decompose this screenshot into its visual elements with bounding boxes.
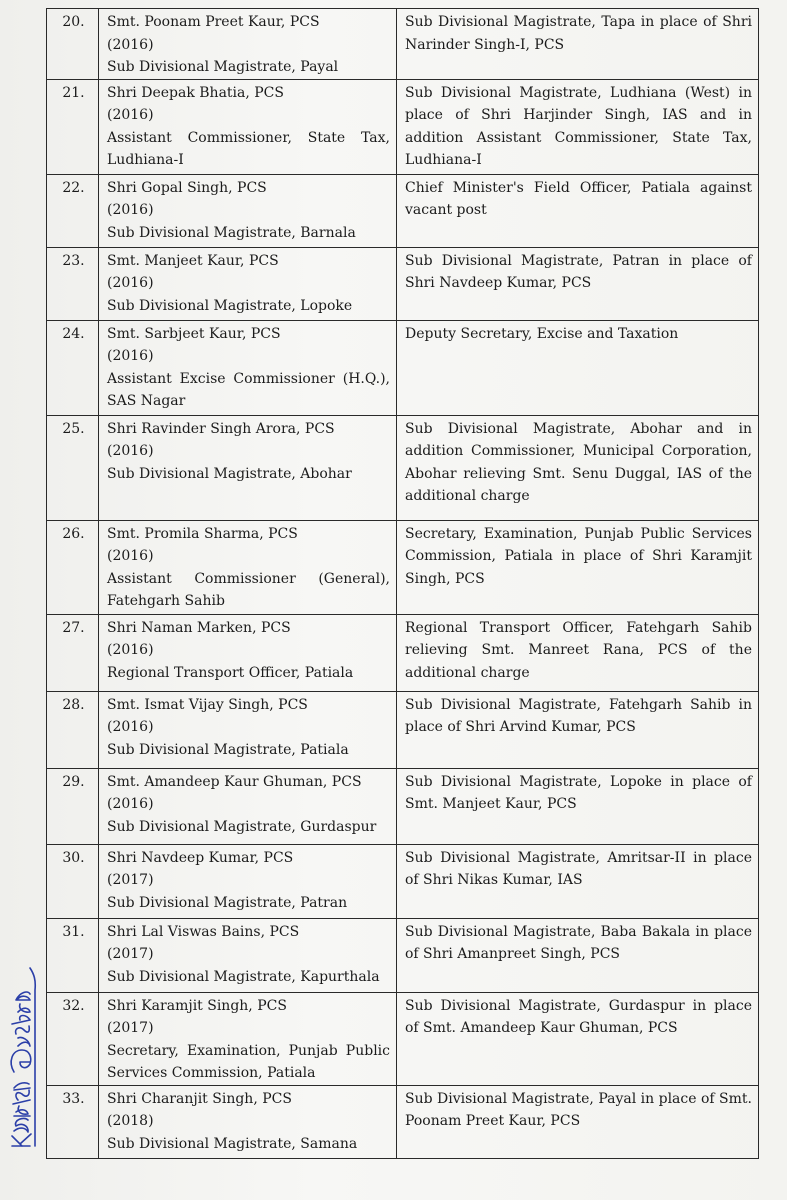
officer-batch: (2016) (107, 202, 154, 218)
table-row (47, 992, 759, 1085)
serial-number: 33. (47, 1085, 99, 1158)
table-row (47, 174, 759, 247)
officer-name: Smt. Promila Sharma, PCS (107, 525, 298, 542)
officer-details (99, 9, 397, 80)
officer-name: Smt. Amandeep Kaur Ghuman, PCS (107, 773, 362, 790)
officer-details (99, 691, 397, 768)
table-row (47, 415, 759, 520)
table-body (47, 9, 759, 1159)
officer-name: Shri Gopal Singh, PCS (107, 179, 267, 196)
new-posting: Sub Divisional Magistrate, Patran in place of Shri Navdeep Kumar, PCS (397, 247, 759, 320)
current-posting: Regional Transport Officer, Patiala (107, 664, 354, 681)
table-row (47, 520, 759, 614)
table-row (47, 918, 759, 992)
serial-number: 25. (47, 415, 99, 520)
new-posting: Sub Divisional Magistrate, Abohar and in addition Commissioner, Municipal Corporation, Abohar relieving Smt. Senu Duggal, IAS of the additional charge (397, 415, 759, 520)
officer-details (99, 1085, 397, 1158)
current-posting: Secretary, Examination, Punjab Public Services Commission, Patiala (107, 1042, 390, 1081)
current-posting: Sub Divisional Magistrate, Lopoke (107, 297, 353, 314)
serial-number: 22. (47, 174, 99, 247)
serial-number: 29. (47, 768, 99, 844)
new-posting: Sub Divisional Magistrate, Gurdaspur in place of Smt. Amandeep Kaur Ghuman, PCS (397, 992, 759, 1085)
officer-batch: (2016) (107, 719, 154, 735)
officer-details (99, 415, 397, 520)
current-posting: Sub Divisional Magistrate, Gurdaspur (107, 818, 377, 835)
officer-details (99, 79, 397, 174)
officer-details (99, 174, 397, 247)
officer-batch: (2016) (107, 548, 154, 564)
table-row (47, 9, 759, 80)
officer-batch: (2018) (107, 1113, 154, 1129)
current-posting: Sub Divisional Magistrate, Barnala (107, 224, 356, 241)
current-posting: Sub Divisional Magistrate, Patiala (107, 741, 349, 758)
handwritten-signature (0, 950, 40, 1150)
current-posting: Sub Divisional Magistrate, Samana (107, 1135, 358, 1152)
officer-details (99, 992, 397, 1085)
current-posting: Assistant Commissioner (General), Fatehgarh Sahib (107, 570, 390, 609)
serial-number: 27. (47, 614, 99, 691)
officer-details (99, 768, 397, 844)
new-posting: Sub Divisional Magistrate, Payal in place of Smt. Poonam Preet Kaur, PCS (397, 1085, 759, 1158)
current-posting: Sub Divisional Magistrate, Patran (107, 894, 348, 911)
officer-batch: (2017) (107, 946, 154, 962)
officer-batch: (2016) (107, 36, 154, 53)
new-posting: Sub Divisional Magistrate, Lopoke in place of Smt. Manjeet Kaur, PCS (397, 768, 759, 844)
officer-name: Shri Deepak Bhatia, PCS (107, 84, 284, 101)
officer-batch: (2016) (107, 107, 154, 123)
serial-number: 26. (47, 520, 99, 614)
new-posting: Sub Divisional Magistrate, Ludhiana (West) in place of Shri Harjinder Singh, IAS and in addition Assistant Commissioner, State Tax, Ludhiana-I (397, 79, 759, 174)
officer-details (99, 320, 397, 415)
officer-name: Shri Charanjit Singh, PCS (107, 1090, 292, 1107)
officer-batch: (2016) (107, 348, 154, 364)
officer-name: Shri Lal Viswas Bains, PCS (107, 923, 300, 940)
current-posting: Assistant Excise Commissioner (H.Q.), SAS Nagar (107, 370, 390, 409)
new-posting: Sub Divisional Magistrate, Fatehgarh Sahib in place of Shri Arvind Kumar, PCS (397, 691, 759, 768)
officer-name: Smt. Poonam Preet Kaur, PCS (107, 14, 320, 30)
serial-number: 31. (47, 918, 99, 992)
officer-batch: (2016) (107, 642, 154, 658)
table-row (47, 844, 759, 918)
serial-number: 23. (47, 247, 99, 320)
table-row (47, 1085, 759, 1158)
new-posting: Secretary, Examination, Punjab Public Services Commission, Patiala in place of Shri Karamjit Singh, PCS (397, 520, 759, 614)
current-posting: Sub Divisional Magistrate, Abohar (107, 465, 352, 482)
officer-name: Smt. Ismat Vijay Singh, PCS (107, 696, 308, 713)
officer-details (99, 614, 397, 691)
officer-name: Smt. Manjeet Kaur, PCS (107, 252, 279, 269)
new-posting: Chief Minister's Field Officer, Patiala against vacant post (397, 174, 759, 247)
serial-number: 24. (47, 320, 99, 415)
current-posting: Assistant Commissioner, State Tax, Ludhiana-I (107, 129, 390, 168)
officer-name: Smt. Sarbjeet Kaur, PCS (107, 325, 281, 342)
officer-details (99, 918, 397, 992)
officer-name: Shri Karamjit Singh, PCS (107, 997, 287, 1014)
officer-details (99, 247, 397, 320)
serial-number: 20. (47, 9, 99, 80)
serial-number: 21. (47, 79, 99, 174)
officer-batch: (2016) (107, 796, 154, 812)
officer-name: Shri Ravinder Singh Arora, PCS (107, 420, 335, 437)
officer-name: Shri Naman Marken, PCS (107, 619, 291, 636)
new-posting: Sub Divisional Magistrate, Baba Bakala in place of Shri Amanpreet Singh, PCS (397, 918, 759, 992)
new-posting: Regional Transport Officer, Fatehgarh Sahib relieving Smt. Manreet Rana, PCS of the additional charge (397, 614, 759, 691)
officer-batch: (2017) (107, 1020, 154, 1036)
current-posting: Sub Divisional Magistrate, Payal (107, 59, 339, 75)
new-posting: Deputy Secretary, Excise and Taxation (397, 320, 759, 415)
serial-number: 30. (47, 844, 99, 918)
table-row (47, 691, 759, 768)
officer-batch: (2016) (107, 443, 154, 459)
new-posting: Sub Divisional Magistrate, Amritsar-II in place of Shri Nikas Kumar, IAS (397, 844, 759, 918)
officer-batch: (2016) (107, 275, 154, 291)
officer-batch: (2017) (107, 872, 154, 888)
officer-name: Shri Navdeep Kumar, PCS (107, 849, 294, 866)
current-posting: Sub Divisional Magistrate, Kapurthala (107, 968, 380, 985)
officer-details (99, 844, 397, 918)
new-posting: Sub Divisional Magistrate, Tapa in place of Shri Narinder Singh-I, PCS (397, 9, 759, 80)
table-row (47, 247, 759, 320)
table-row (47, 320, 759, 415)
serial-number: 32. (47, 992, 99, 1085)
table-row (47, 768, 759, 844)
table-row (47, 79, 759, 174)
officer-details (99, 520, 397, 614)
serial-number: 28. (47, 691, 99, 768)
table-row (47, 614, 759, 691)
transfer-orders-table (46, 8, 759, 1159)
